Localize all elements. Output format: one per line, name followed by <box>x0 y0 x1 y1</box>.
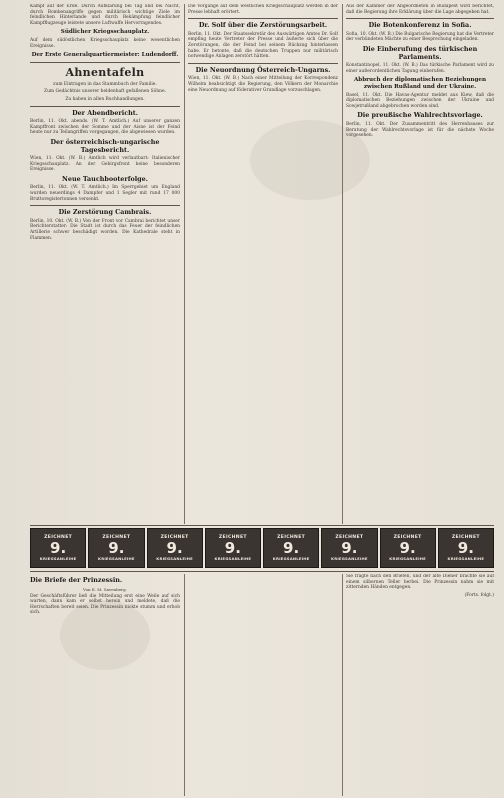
ad-bottom-text: KRIEGSANLEIHE <box>272 556 310 561</box>
war-bond-ad-tile <box>380 528 436 568</box>
article-text: Sofia, 10. Okt. (W. B.) Die Bulgarische Regierung hat die Vertreter der verbündeten Mächte zu einer Besprechung eingeladen. <box>346 31 494 43</box>
section-heading: Die Einberufung des türkischen Parlaments. <box>362 44 478 61</box>
ad-bottom-text: KRIEGSANLEIHE <box>156 556 193 561</box>
section-heading: Abbruch der diplomatischen Beziehungen zwischen Rußland und der Ukraine. <box>353 77 487 90</box>
section-heading: Neue Tauchbooterfolge. <box>62 174 148 183</box>
ad-top-text: ZEICHNET <box>218 535 247 540</box>
ad-bottom-text: KRIEGSANLEIHE <box>39 556 77 561</box>
column-divider <box>184 574 185 796</box>
war-bond-ad-band <box>30 528 494 568</box>
ad-line: zum Eintragen in das Stammbuch der Familie. <box>53 81 157 87</box>
column-1 <box>30 4 180 524</box>
ad-bottom-text: KRIEGSANLEIHE <box>331 556 368 561</box>
war-bond-ad-tile <box>147 528 203 568</box>
article-text: Basel, 11. Okt. Die Havas-Agentur meldet aus Kiew, daß die diplomatischen Beziehungen zwischen der Ukraine und Sowjetrußland abgebrochen worden sind. <box>346 92 494 109</box>
article-text: Auf dem südöstlichen Kriegsschauplatz keine wesentlichen Ereignisse. <box>30 37 180 49</box>
article-text: Wien, 11. Okt. (W. B.) Amtlich wird verlautbart: Italienischer Kriegsschauplatz. An der Gebirgsfront keine besonderen Ereignisse. <box>30 156 180 173</box>
ad-line: Zum Gedächtnis unserer heldenhaft gefallenen Söhne. <box>44 89 166 95</box>
article-text: Berlin, 11. Okt. (W. T. Amtlich.) Im Sperrgebiet um England wurden neuerdings 4 Dampfer und 1 Segler mit rund 17 000 Bruttoregistertonnen versenkt. <box>30 185 180 202</box>
ad-top-text: ZEICHNET <box>393 535 422 540</box>
section-heading: Der österreichisch-ungarische Tagesbericht. <box>50 137 160 154</box>
serial-column-1 <box>30 574 180 796</box>
ad-bottom-text: KRIEGSANLEIHE <box>389 556 426 561</box>
article-text: Kampf auf der Erde. Durch Aufklärung bei Tag und bei Nacht, durch Bombenangriffe gegen militärisch wichtige Ziele im feindlichen Hinterlande und durch Bekämpfung feindlicher Kampfflugzeuge leistete unsere Luftwaffe Hervorragendes. <box>30 4 180 26</box>
signature: Der Erste Generalquartiermeister: Ludendorff. <box>31 52 179 59</box>
ad-number: 9. <box>166 539 183 557</box>
section-heading: Der Abendbericht. <box>72 108 138 117</box>
war-bond-ad-tile <box>321 528 377 568</box>
section-heading: Die Neuordnung Österreich-Ungarns. <box>195 65 331 74</box>
war-bond-ad-tile <box>30 528 86 568</box>
section-heading: Dr. Solf über die Zerstörungsarbeit. <box>198 21 328 30</box>
serial-column-2 <box>188 574 338 796</box>
ad-number: 9. <box>341 539 358 557</box>
section-heading: Die Botenkonferenz in Sofia. <box>368 21 472 30</box>
section-heading: Die preußische Wahlrechtsvorlage. <box>357 111 483 120</box>
article-text: Die Vorgänge auf dem westlichen Kriegsschauplatz werden in der Presse lebhaft erörtert. <box>188 4 338 15</box>
article-text: Berlin, 10. Okt. (W. B.) Von der Front vor Cambrai berichtet unser Berichterstatter: Die Stadt ist durch das Feuer der feindlichen Artillerie schwer beschädigt worden. Die Kathedrale steht in Flammen. <box>30 218 180 241</box>
continued-note: (Forts. folgt.) <box>464 592 494 598</box>
section-heading: Die Zerstörung Cambrais. <box>58 208 152 217</box>
article-text: Aus der Kammer der Abgeordneten in Budapest wird berichtet, daß die Regierung ihre Erklärung über die Lage abgegeben hat. <box>346 4 494 15</box>
serial-column-3 <box>346 574 494 796</box>
ad-number: 9. <box>224 539 241 557</box>
article-text: Berlin, 11. Okt. Der Zusammentritt des Herrenhauses zur Beratung der Wahlrechtsvorlage ist für die nächste Woche vorgesehen. <box>346 121 494 139</box>
ad-number: 9. <box>457 539 474 557</box>
article-text: Berlin, 11. Okt. Der Staatssekretär des Auswärtigen Amtes Dr. Solf empfing heute Vertreter der Presse und äußerte sich über die Zerstörungen, die der Feind bei seinem Rückzug hinterlassen habe. Er betonte, daß die deutschen Truppen nur militärisch notwendige Anlagen zerstört hätten. <box>188 31 338 60</box>
ad-top-text: ZEICHNET <box>335 535 364 540</box>
ad-top-text: ZEICHNET <box>160 535 189 540</box>
column-3 <box>346 4 494 524</box>
ad-top-text: ZEICHNET <box>451 535 480 540</box>
ad-number: 9. <box>50 539 67 557</box>
column-2 <box>188 4 338 524</box>
war-bond-ad-tile <box>205 528 261 568</box>
ad-top-text: ZEICHNET <box>277 535 306 540</box>
ad-bottom-text: KRIEGSANLEIHE <box>98 556 135 561</box>
ad-top-text: ZEICHNET <box>44 535 73 540</box>
column-divider <box>184 4 185 524</box>
story-text: Der Geschäftsführer ließ die Mitteilung erst eine Weile auf sich warten, dann kam er selbst herein und meldete, daß die Herrschaften bereit seien. Die Prinzessin nickte stumm und erhob sich. <box>30 593 180 616</box>
column-divider <box>342 4 343 524</box>
ad-number: 9. <box>108 539 125 557</box>
ad-heading: Ahnentafeln <box>65 65 145 79</box>
ad-top-text: ZEICHNET <box>102 535 131 540</box>
ad-bottom-text: KRIEGSANLEIHE <box>214 556 252 561</box>
section-heading: Südlicher Kriegsschauplatz. <box>60 29 150 36</box>
story-title: Die Briefe der Prinzessin. <box>30 576 123 584</box>
ad-bottom-text: KRIEGSANLEIHE <box>447 556 485 561</box>
war-bond-ad-tile <box>263 528 319 568</box>
column-divider <box>342 574 343 796</box>
war-bond-ad-tile <box>438 528 494 568</box>
article-text: Wien, 11. Okt. (W. B.) Nach einer Mitteilung der Korrespondenz Wilhelm beabsichtigt die Regierung, den Völkern der Monarchie eine Neuordnung auf föderativer Grundlage vorzuschlagen. <box>188 76 338 93</box>
story-text: Sie fragte nach den Briefen, und der alte Diener brachte sie auf einem silbernen Teller herbei. Die Prinzessin nahm sie mit zitternden Händen entgegen. <box>346 574 494 591</box>
article-text: Konstantinopel, 11. Okt. (W. B.) Das türkische Parlament wird zu einer außerordentlichen Tagung einberufen. <box>346 63 494 74</box>
article-text: Berlin, 11. Okt. abends. (W. T. Amtlich.) Auf unserer ganzen Kampffront zwischen der Somme und der Aisne ist der Feind heute nur zu Teilangriffen vorgegangen, die abgewiesen wurden. <box>30 119 180 136</box>
ad-number: 9. <box>283 539 300 557</box>
ad-line: Zu haben in allen Buchhandlungen. <box>65 96 145 102</box>
war-bond-ad-tile <box>88 528 144 568</box>
ad-number: 9. <box>399 539 416 557</box>
story-byline: Von E. M. Savenberg. <box>83 586 127 592</box>
